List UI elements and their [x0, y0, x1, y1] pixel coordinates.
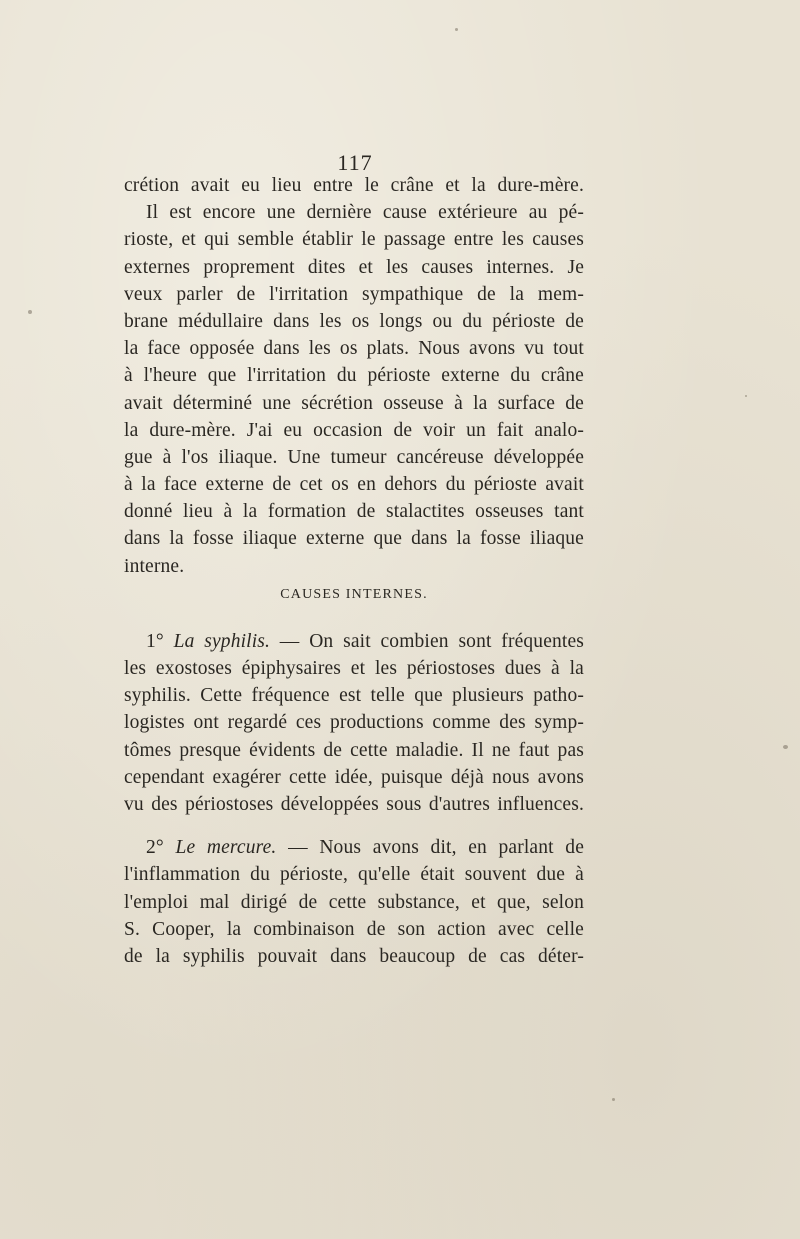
text-line: la face opposée dans les os plats. Nous avons vu tout: [124, 338, 584, 360]
text-line: tômes presque évidents de cette maladie. Il ne faut pas: [124, 739, 584, 761]
text-line: Il est encore une dernière cause extérieure au pé-: [146, 202, 584, 224]
paragraph-mercure: [124, 834, 584, 970]
text-line: de la syphilis pouvait dans beaucoup de cas déter-: [124, 945, 584, 967]
paper-speck: [745, 395, 747, 397]
text-line: à la face externe de cet os en dehors du périoste avait: [124, 474, 584, 496]
text-line: à l'heure que l'irritation du périoste externe du crâne: [124, 365, 584, 387]
text-line: cependant exagérer cette idée, puisque déjà nous avons: [124, 766, 584, 788]
item-title: La syphilis.: [173, 630, 271, 652]
item-number: 2°: [146, 837, 176, 859]
text-line: crétion avait eu lieu entre le crâne et la dure-mère.: [124, 175, 584, 196]
text-line: [124, 628, 584, 655]
text-line: veux parler de l'irritation sympathique de la mem-: [124, 283, 584, 305]
text-line: interne.: [124, 555, 185, 577]
section-heading: CAUSES INTERNES.: [280, 586, 428, 602]
text-line: S. Cooper, la combinaison de son action avec celle: [124, 918, 584, 940]
item-number: 1°: [146, 630, 174, 652]
text-line: [124, 834, 584, 861]
text-line: l'emploi mal dirigé de cette substance, et que, selon: [124, 891, 584, 913]
page-number: 117: [337, 150, 373, 175]
item-text: — On sait combien sont fréquentes: [270, 630, 585, 652]
text-line: syphilis. Cette fréquence est telle que plusieurs patho-: [124, 685, 584, 707]
item-title: Le mercure.: [175, 837, 277, 859]
page-body: [124, 172, 584, 970]
item-text: — Nous avons dit, en parlant de: [276, 837, 585, 859]
text-line: vu des périostoses développées sous d'autres influences.: [124, 793, 584, 815]
text-line: dans la fosse iliaque externe que dans la fosse iliaque: [124, 528, 584, 550]
paper-speck: [612, 1098, 615, 1101]
text-line: l'inflammation du périoste, qu'elle était souvent due à: [124, 864, 584, 886]
paragraph-external-causes: [124, 172, 584, 580]
text-line: logistes ont regardé ces productions comme des symp-: [124, 712, 584, 734]
text-line: les exostoses épiphysaires et les périostoses dues à la: [124, 658, 584, 679]
paper-speck: [783, 745, 788, 749]
paper-speck: [455, 28, 458, 31]
text-line: avait déterminé une sécrétion osseuse à la surface de: [124, 392, 584, 414]
text-line: donné lieu à la formation de stalactites osseuses tant: [124, 501, 584, 523]
paper-speck: [28, 310, 32, 314]
text-line: rioste, et qui semble établir le passage entre les causes: [124, 229, 584, 251]
text-line: brane médullaire dans les os longs ou du périoste de: [124, 310, 584, 332]
text-line: la dure-mère. J'ai eu occasion de voir un fait analo-: [124, 419, 584, 441]
paragraph-gap: [124, 818, 584, 834]
text-line: externes proprement dites et les causes internes. Je: [124, 256, 584, 278]
paragraph-syphilis: [124, 628, 584, 818]
text-line: gue à l'os iliaque. Une tumeur cancéreuse développée: [124, 446, 584, 468]
